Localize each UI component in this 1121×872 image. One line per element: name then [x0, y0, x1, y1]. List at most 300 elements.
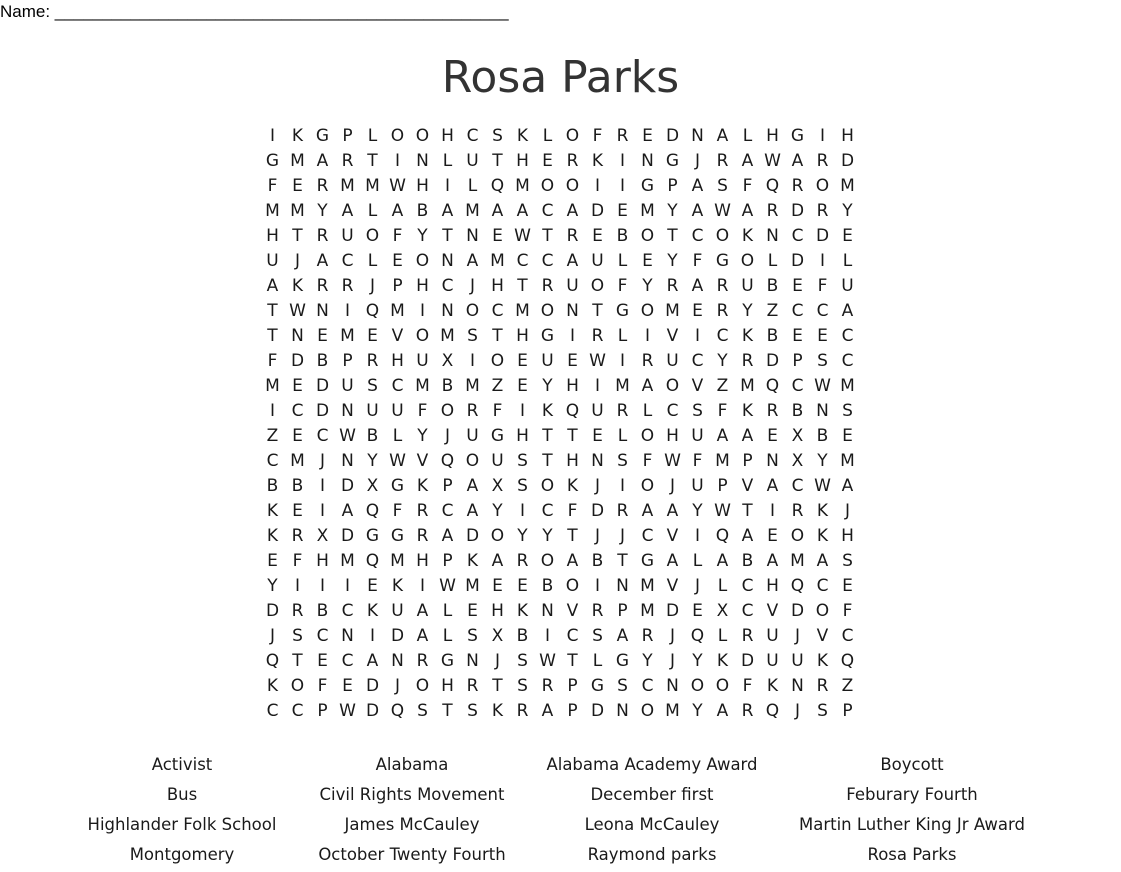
grid-row: [260, 274, 860, 299]
grid-letter: O: [365, 226, 380, 246]
grid-letter: R: [791, 501, 804, 521]
grid-letter: Q: [715, 526, 730, 546]
word-list-item: Leona McCauley: [584, 815, 720, 834]
grid-letter: K: [541, 401, 554, 421]
grid-letter: Y: [842, 201, 853, 221]
grid-row: [260, 399, 860, 424]
grid-letter: A: [441, 526, 454, 546]
grid-letter: C: [841, 326, 854, 346]
grid-letter: U: [391, 401, 404, 421]
grid-letter: V: [766, 601, 779, 621]
grid-row: [260, 574, 860, 599]
word-list-item: Bus: [166, 785, 198, 804]
grid-letter: M: [340, 551, 355, 571]
grid-letter: Y: [692, 651, 703, 671]
grid-letter: C: [841, 351, 854, 371]
grid-letter: T: [267, 326, 278, 346]
grid-letter: U: [766, 651, 779, 671]
grid-letter: J: [594, 526, 600, 546]
grid-letter: U: [591, 401, 604, 421]
grid-letter: D: [840, 151, 855, 171]
grid-letter: Y: [642, 651, 653, 671]
grid-letter: B: [266, 476, 279, 496]
grid-letter: H: [491, 601, 504, 621]
grid-letter: C: [641, 676, 654, 696]
grid-letter: O: [490, 351, 505, 371]
grid-letter: I: [694, 326, 700, 346]
grid-letter: A: [691, 176, 704, 196]
grid-letter: C: [541, 201, 554, 221]
grid-letter: J: [694, 576, 700, 596]
grid-letter: E: [792, 276, 803, 296]
grid-letter: M: [515, 301, 530, 321]
grid-letter: S: [842, 551, 853, 571]
grid-letter: N: [341, 626, 354, 646]
grid-letter: R: [816, 676, 829, 696]
grid-letter: K: [816, 501, 829, 521]
grid-letter: E: [767, 426, 778, 446]
grid-letter: O: [640, 226, 655, 246]
grid-row: [260, 649, 860, 674]
grid-row: [260, 124, 860, 149]
grid-row: [260, 324, 860, 349]
grid-letter: I: [619, 476, 625, 496]
grid-letter: Y: [692, 501, 703, 521]
grid-letter: D: [340, 476, 355, 496]
grid-letter: A: [716, 126, 729, 146]
grid-letter: X: [441, 351, 454, 371]
grid-letter: A: [641, 501, 654, 521]
grid-letter: N: [816, 401, 829, 421]
grid-letter: A: [416, 601, 429, 621]
grid-letter: E: [692, 301, 703, 321]
grid-letter: F: [842, 601, 853, 621]
grid-letter: C: [791, 376, 804, 396]
grid-letter: H: [441, 126, 454, 146]
grid-letter: N: [341, 451, 354, 471]
grid-letter: J: [669, 626, 675, 646]
grid-letter: C: [441, 276, 454, 296]
grid-letter: B: [441, 376, 454, 396]
grid-letter: D: [315, 376, 330, 396]
grid-letter: P: [617, 601, 628, 621]
grid-letter: O: [640, 476, 655, 496]
grid-letter: J: [369, 276, 375, 296]
grid-letter: W: [589, 351, 606, 371]
grid-letter: B: [541, 576, 554, 596]
grid-letter: M: [790, 551, 805, 571]
grid-letter: N: [616, 576, 629, 596]
grid-letter: R: [466, 401, 479, 421]
grid-letter: I: [594, 576, 600, 596]
grid-letter: C: [341, 601, 354, 621]
grid-letter: E: [592, 226, 603, 246]
grid-letter: K: [741, 226, 754, 246]
grid-letter: N: [616, 701, 629, 721]
grid-letter: E: [592, 426, 603, 446]
grid-letter: M: [640, 601, 655, 621]
grid-letter: Q: [365, 501, 380, 521]
grid-letter: Z: [491, 376, 504, 396]
grid-letter: Q: [765, 376, 780, 396]
grid-letter: E: [567, 351, 578, 371]
grid-letter: P: [442, 476, 453, 496]
grid-letter: X: [791, 426, 804, 446]
grid-letter: N: [666, 676, 679, 696]
grid-letter: Y: [492, 501, 503, 521]
grid-letter: D: [740, 651, 755, 671]
grid-letter: A: [666, 501, 679, 521]
grid-letter: S: [817, 701, 828, 721]
grid-letter: R: [466, 676, 479, 696]
grid-letter: D: [290, 351, 305, 371]
grid-letter: P: [567, 676, 578, 696]
grid-letter: R: [616, 401, 629, 421]
grid-letter: E: [617, 201, 628, 221]
grid-letter: T: [742, 501, 753, 521]
grid-row: [260, 449, 860, 474]
grid-letter: O: [690, 676, 705, 696]
grid-letter: J: [619, 526, 625, 546]
grid-letter: S: [467, 626, 478, 646]
grid-letter: C: [516, 251, 529, 271]
grid-letter: I: [419, 576, 425, 596]
grid-letter: E: [642, 251, 653, 271]
grid-letter: K: [741, 326, 754, 346]
grid-letter: L: [642, 401, 653, 421]
grid-letter: D: [665, 601, 680, 621]
grid-letter: K: [416, 476, 429, 496]
grid-letter: H: [266, 226, 279, 246]
grid-letter: K: [466, 551, 479, 571]
grid-row: [260, 299, 860, 324]
grid-letter: R: [716, 301, 729, 321]
grid-letter: J: [794, 701, 800, 721]
grid-letter: A: [441, 201, 454, 221]
grid-letter: A: [741, 426, 754, 446]
grid-letter: P: [317, 701, 328, 721]
grid-letter: M: [665, 301, 680, 321]
grid-letter: W: [439, 576, 456, 596]
grid-letter: M: [740, 376, 755, 396]
grid-letter: G: [490, 426, 505, 446]
grid-letter: C: [691, 351, 704, 371]
grid-letter: H: [841, 526, 854, 546]
grid-letter: O: [565, 176, 580, 196]
grid-letter: K: [291, 126, 304, 146]
grid-letter: L: [767, 251, 778, 271]
grid-letter: G: [615, 301, 630, 321]
grid-letter: T: [492, 676, 503, 696]
grid-letter: K: [391, 576, 404, 596]
grid-letter: V: [666, 326, 679, 346]
grid-letter: T: [542, 426, 553, 446]
grid-letter: Y: [267, 576, 278, 596]
grid-letter: K: [291, 276, 304, 296]
grid-letter: U: [741, 276, 754, 296]
grid-letter: A: [416, 626, 429, 646]
grid-letter: J: [669, 476, 675, 496]
grid-letter: K: [366, 601, 379, 621]
grid-letter: C: [791, 226, 804, 246]
grid-letter: M: [490, 251, 505, 271]
grid-letter: W: [714, 201, 731, 221]
grid-letter: L: [842, 251, 853, 271]
grid-letter: C: [316, 426, 329, 446]
grid-letter: H: [841, 126, 854, 146]
grid-row: [260, 699, 860, 724]
grid-letter: M: [465, 576, 480, 596]
grid-letter: B: [516, 626, 529, 646]
name-field-label: Name: ________________________________________________: [0, 2, 509, 21]
grid-letter: M: [515, 176, 530, 196]
grid-row: [260, 374, 860, 399]
grid-letter: R: [316, 276, 329, 296]
grid-letter: A: [716, 551, 729, 571]
grid-letter: R: [641, 626, 654, 646]
grid-letter: A: [341, 201, 354, 221]
grid-letter: I: [594, 176, 600, 196]
grid-letter: E: [817, 326, 828, 346]
grid-letter: C: [491, 301, 504, 321]
grid-letter: F: [392, 226, 403, 246]
grid-letter: T: [567, 526, 578, 546]
grid-letter: P: [342, 126, 353, 146]
grid-letter: Q: [765, 176, 780, 196]
grid-letter: D: [340, 526, 355, 546]
grid-letter: N: [416, 151, 429, 171]
grid-letter: L: [442, 626, 453, 646]
grid-letter: J: [494, 651, 500, 671]
grid-letter: Q: [765, 701, 780, 721]
grid-letter: E: [492, 226, 503, 246]
grid-letter: E: [317, 326, 328, 346]
grid-letter: A: [316, 251, 329, 271]
grid-letter: E: [392, 251, 403, 271]
grid-letter: F: [267, 176, 278, 196]
grid-letter: R: [741, 351, 754, 371]
grid-letter: W: [714, 501, 731, 521]
grid-letter: A: [691, 276, 704, 296]
grid-letter: O: [665, 376, 680, 396]
word-list-item: Boycott: [880, 755, 944, 774]
grid-letter: B: [766, 326, 779, 346]
word-list-item: Alabama: [375, 755, 449, 774]
grid-letter: M: [840, 376, 855, 396]
grid-letter: T: [292, 226, 303, 246]
grid-letter: I: [369, 626, 375, 646]
grid-letter: R: [716, 151, 729, 171]
grid-letter: Y: [817, 451, 828, 471]
grid-letter: U: [691, 476, 704, 496]
grid-letter: E: [317, 651, 328, 671]
grid-letter: G: [590, 676, 605, 696]
grid-letter: I: [444, 176, 450, 196]
grid-letter: Z: [716, 376, 729, 396]
grid-letter: C: [841, 626, 854, 646]
grid-letter: R: [766, 201, 779, 221]
grid-letter: A: [466, 476, 479, 496]
grid-letter: J: [394, 676, 400, 696]
grid-letter: K: [816, 651, 829, 671]
grid-letter: E: [517, 351, 528, 371]
grid-letter: J: [444, 426, 450, 446]
grid-letter: G: [640, 551, 655, 571]
grid-letter: C: [266, 701, 279, 721]
grid-letter: J: [469, 276, 475, 296]
grid-letter: I: [569, 326, 575, 346]
grid-letter: B: [366, 426, 379, 446]
grid-letter: I: [819, 251, 825, 271]
grid-letter: X: [491, 626, 504, 646]
grid-letter: S: [517, 676, 528, 696]
grid-letter: O: [415, 326, 430, 346]
grid-letter: C: [341, 251, 354, 271]
grid-letter: C: [741, 576, 754, 596]
grid-letter: A: [366, 651, 379, 671]
grid-letter: Y: [642, 276, 653, 296]
grid-letter: R: [741, 701, 754, 721]
grid-letter: A: [666, 551, 679, 571]
grid-letter: H: [416, 551, 429, 571]
grid-letter: F: [717, 401, 728, 421]
grid-letter: E: [517, 576, 528, 596]
grid-letter: D: [390, 626, 405, 646]
grid-letter: V: [741, 476, 754, 496]
grid-letter: M: [390, 301, 405, 321]
grid-letter: K: [516, 601, 529, 621]
grid-letter: W: [289, 301, 306, 321]
word-search-grid: [260, 124, 860, 724]
grid-letter: K: [266, 501, 279, 521]
grid-letter: D: [365, 701, 380, 721]
grid-letter: Z: [266, 426, 279, 446]
grid-letter: S: [417, 701, 428, 721]
grid-letter: C: [641, 526, 654, 546]
word-list-item: October Twenty Fourth: [318, 845, 506, 864]
grid-letter: H: [566, 451, 579, 471]
grid-letter: W: [539, 651, 556, 671]
grid-letter: Y: [542, 376, 553, 396]
grid-letter: Z: [841, 676, 854, 696]
grid-row: [260, 224, 860, 249]
grid-letter: A: [741, 526, 754, 546]
grid-letter: J: [669, 651, 675, 671]
grid-letter: N: [466, 651, 479, 671]
grid-letter: A: [266, 276, 279, 296]
grid-letter: D: [590, 701, 605, 721]
grid-letter: A: [716, 701, 729, 721]
grid-letter: M: [340, 176, 355, 196]
grid-letter: R: [816, 151, 829, 171]
grid-letter: F: [267, 351, 278, 371]
page-title: Rosa Parks: [441, 52, 680, 103]
grid-letter: I: [419, 301, 425, 321]
grid-letter: N: [291, 326, 304, 346]
grid-letter: D: [590, 201, 605, 221]
grid-letter: P: [567, 701, 578, 721]
grid-letter: C: [291, 701, 304, 721]
grid-letter: B: [741, 551, 754, 571]
grid-letter: G: [265, 151, 280, 171]
grid-letter: G: [440, 651, 455, 671]
grid-letter: R: [516, 701, 529, 721]
grid-letter: R: [816, 201, 829, 221]
grid-letter: T: [492, 151, 503, 171]
grid-letter: L: [367, 201, 378, 221]
grid-letter: M: [665, 701, 680, 721]
grid-letter: M: [640, 201, 655, 221]
grid-letter: P: [742, 451, 753, 471]
grid-letter: D: [815, 226, 830, 246]
grid-letter: E: [842, 426, 853, 446]
grid-letter: O: [640, 701, 655, 721]
grid-letter: T: [442, 226, 453, 246]
grid-letter: C: [816, 301, 829, 321]
grid-letter: O: [640, 301, 655, 321]
grid-letter: L: [617, 326, 628, 346]
grid-letter: C: [391, 376, 404, 396]
grid-letter: F: [417, 401, 428, 421]
grid-letter: L: [442, 601, 453, 621]
grid-letter: H: [416, 276, 429, 296]
grid-letter: M: [265, 376, 280, 396]
grid-letter: O: [390, 126, 405, 146]
grid-letter: S: [292, 626, 303, 646]
grid-letter: L: [467, 176, 478, 196]
grid-letter: C: [316, 626, 329, 646]
grid-letter: Y: [692, 701, 703, 721]
grid-letter: Y: [317, 201, 328, 221]
grid-letter: L: [692, 551, 703, 571]
grid-letter: O: [565, 126, 580, 146]
grid-letter: T: [492, 326, 503, 346]
grid-letter: J: [594, 476, 600, 496]
grid-letter: F: [492, 401, 503, 421]
word-list-item: Activist: [151, 755, 213, 774]
grid-letter: U: [566, 276, 579, 296]
grid-letter: K: [516, 126, 529, 146]
grid-letter: C: [741, 601, 754, 621]
grid-letter: F: [817, 276, 828, 296]
grid-letter: W: [389, 176, 406, 196]
grid-row: [260, 474, 860, 499]
grid-letter: T: [542, 451, 553, 471]
grid-letter: O: [715, 676, 730, 696]
grid-letter: D: [665, 126, 680, 146]
grid-letter: L: [367, 251, 378, 271]
grid-letter: T: [667, 226, 678, 246]
grid-letter: G: [715, 251, 730, 271]
grid-letter: M: [465, 201, 480, 221]
grid-letter: T: [442, 701, 453, 721]
grid-letter: C: [791, 476, 804, 496]
grid-letter: C: [666, 401, 679, 421]
grid-letter: C: [266, 451, 279, 471]
grid-letter: P: [667, 176, 678, 196]
grid-letter: W: [514, 226, 531, 246]
grid-letter: G: [790, 126, 805, 146]
grid-row: [260, 424, 860, 449]
grid-letter: U: [466, 151, 479, 171]
grid-letter: U: [416, 351, 429, 371]
grid-letter: E: [642, 126, 653, 146]
grid-letter: C: [541, 501, 554, 521]
grid-letter: I: [619, 151, 625, 171]
word-list-item: Martin Luther King Jr Award: [798, 815, 1026, 834]
word-list-item: Feburary Fourth: [846, 785, 978, 804]
grid-letter: O: [415, 126, 430, 146]
